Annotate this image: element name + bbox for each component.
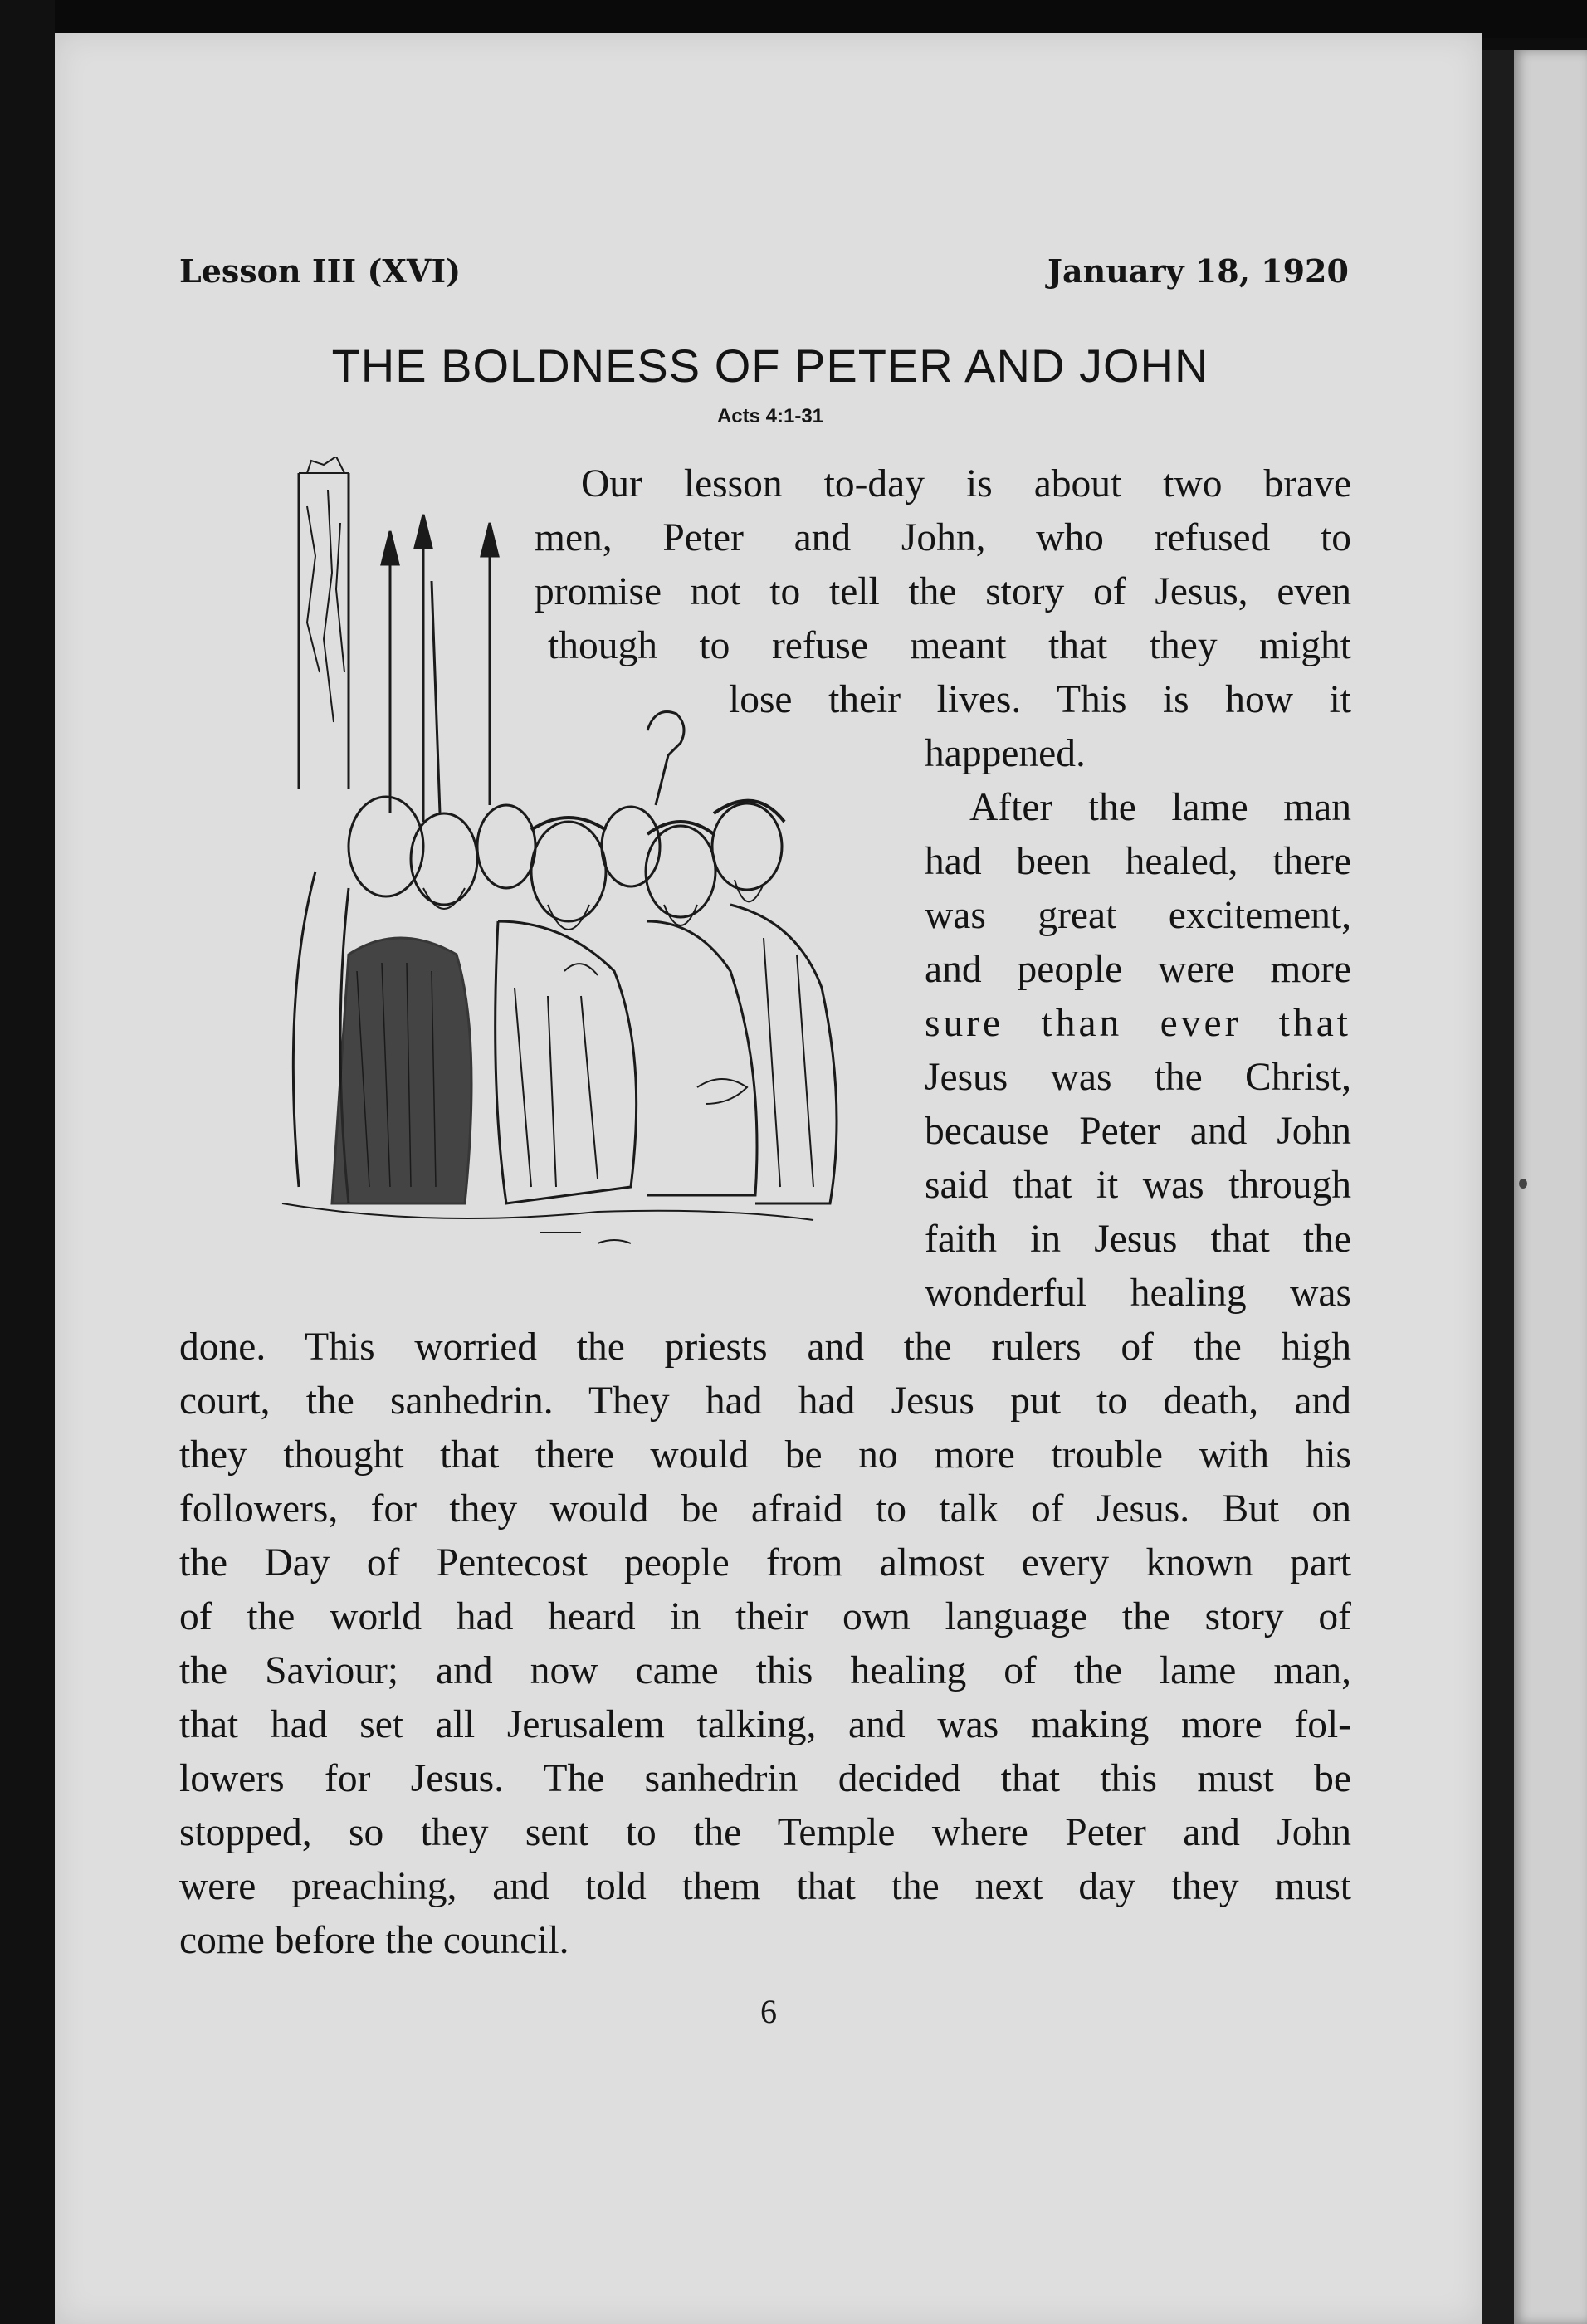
text-line: was great excitement, xyxy=(925,894,1351,937)
text-line: that had set all Jerusalem talking, and was making more fol- xyxy=(179,1703,1351,1746)
lesson-date: January 18, 1920 xyxy=(1047,252,1349,290)
scripture-reference-text: Acts 4:1-31 xyxy=(716,405,824,427)
text-line: though to refuse meant that they might xyxy=(548,624,1351,667)
scripture-reference xyxy=(0,405,1587,428)
text-line: because Peter and John xyxy=(925,1110,1351,1153)
page-number-text: 6 xyxy=(760,1993,777,2030)
text-line: happened. xyxy=(925,732,1086,775)
text-line: done. This worried the priests and the rulers of the high xyxy=(179,1326,1351,1369)
page-title xyxy=(0,339,1587,393)
text-line: they thought that there would be no more trouble with his xyxy=(179,1433,1351,1477)
ink-spot xyxy=(1519,1179,1527,1189)
text-line: and people were more xyxy=(925,948,1351,991)
text-line: said that it was through xyxy=(925,1164,1351,1207)
text-line: wonderful healing was xyxy=(925,1272,1351,1315)
text-line: Our lesson to-day is about two brave xyxy=(581,462,1351,505)
text-line: had been healed, there xyxy=(925,840,1351,883)
text-line: the Saviour; and now came this healing of the lame man, xyxy=(179,1649,1351,1692)
page-title-text: THE BOLDNESS OF PETER AND JOHN xyxy=(331,339,1209,392)
text-line: come before the council. xyxy=(179,1919,569,1962)
text-line: of the world had heard in their own language the story of xyxy=(179,1595,1351,1638)
text-line: promise not to tell the story of Jesus, even xyxy=(535,570,1351,613)
text-line: After the lame man xyxy=(969,786,1351,829)
text-line: faith in Jesus that the xyxy=(925,1218,1351,1261)
text-line: Jesus was the Christ, xyxy=(925,1056,1351,1099)
text-line: men, Peter and John, who refused to xyxy=(535,516,1351,559)
text-line: stopped, so they sent to the Temple where Peter and John xyxy=(179,1811,1351,1854)
text-line: the Day of Pentecost people from almost every known part xyxy=(179,1541,1351,1584)
text-line: followers, for they would be afraid to talk of Jesus. But on xyxy=(179,1487,1351,1531)
text-line: lose their lives. This is how it xyxy=(729,678,1351,721)
lesson-label: Lesson III (XVI) xyxy=(179,252,461,290)
text-line: sure than ever that xyxy=(925,1002,1351,1045)
page-number xyxy=(0,1992,1587,2031)
text-line: were preaching, and told them that the next day they must xyxy=(179,1865,1351,1908)
text-line: court, the sanhedrin. They had had Jesus put to death, and xyxy=(179,1379,1351,1423)
text-line: lowers for Jesus. The sanhedrin decided that this must be xyxy=(179,1757,1351,1800)
